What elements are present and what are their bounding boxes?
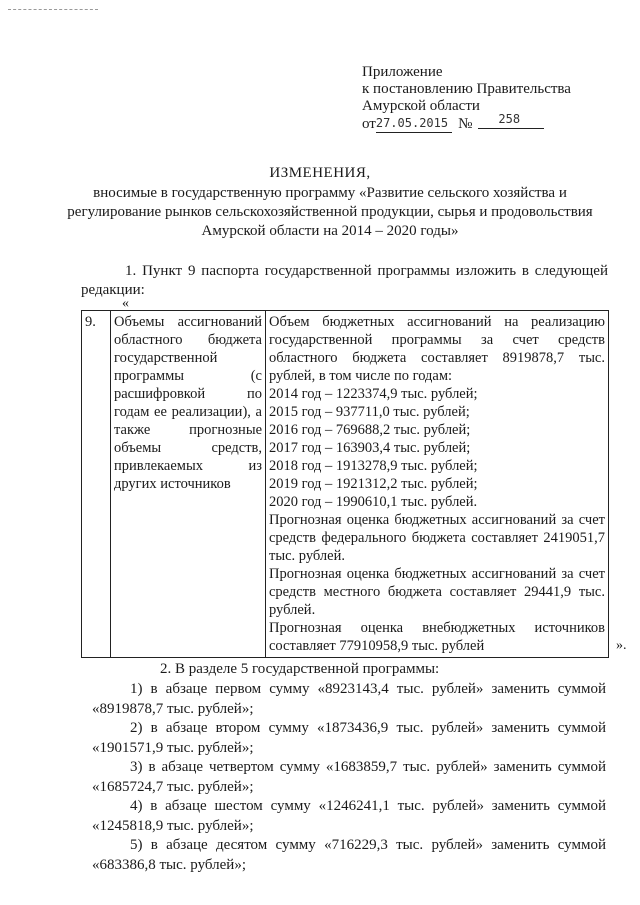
list-item: 2) в абзаце втором сумму «1873436,9 тыс. рублей» заменить суммой «1901571,9 тыс. рублей»;	[92, 720, 606, 756]
year-line: 2015 год – 937711,0 тыс. рублей;	[269, 404, 470, 420]
document-subtitle: вносимые в государственную программу «Развитие сельского хозяйства и регулирование рынков сельскохозяйственной продукции, сырья и продовольствия Амурской области на 2014 – 2020 годы»	[67, 185, 593, 239]
year-line: 2017 год – 163903,4 тыс. рублей;	[269, 440, 471, 456]
decree-date: 27.05.2015	[376, 115, 452, 133]
year-line: 2014 год – 1223374,9 тыс. рублей;	[269, 386, 478, 402]
document-title: ИЗМЕНЕНИЯ,	[269, 165, 371, 181]
list-item: 5) в абзаце десятом сумму «716229,3 тыс. рублей» заменить суммой «683386,8 тыс. рублей»;	[92, 837, 606, 873]
amendments-list	[92, 680, 606, 875]
year-line: 2016 год – 769688,2 тыс. рублей;	[269, 422, 471, 438]
year-line: 2018 год – 1913278,9 тыс. рублей;	[269, 458, 478, 474]
appendix-line-2: к постановлению Правительства	[362, 81, 571, 97]
number-prefix: №	[458, 116, 473, 132]
passport-table	[81, 310, 609, 658]
appendix-block	[362, 64, 571, 133]
intro-paragraph: 1. Пункт 9 паспорта государственной программы изложить в следующей редакции:	[81, 263, 608, 298]
list-item: 3) в абзаце четвертом сумму «1683859,7 тыс. рублей» заменить суммой «1685724,7 тыс. рублей»;	[92, 759, 606, 795]
list-item: 1) в абзаце первом сумму «8923143,4 тыс. рублей» заменить суммой «8919878,7 тыс. рублей»;	[92, 681, 606, 717]
year-line: 2019 год – 1921312,2 тыс. рублей;	[269, 476, 478, 492]
federal-estimate: Прогнозная оценка бюджетных ассигнований за счет средств федерального бюджета составляет 2419051,7 тыс. рублей.	[269, 512, 605, 564]
extrabudget-estimate: Прогнозная оценка внебюджетных источников составляет 77910958,9 тыс. рублей	[269, 620, 605, 654]
budget-intro: Объем бюджетных ассигнований на реализацию государственной программы за счет средств областного бюджета составляет 8919878,7 тыс. рублей, в том числе по годам:	[269, 314, 605, 384]
decree-number: 258	[478, 111, 544, 129]
date-prefix: от	[362, 116, 376, 132]
quote-open: «	[122, 296, 129, 311]
quote-close: ».	[616, 638, 627, 653]
row-number: 9.	[82, 311, 111, 658]
table-row	[82, 311, 609, 658]
appendix-date-line	[362, 112, 571, 133]
list-item: 4) в абзаце шестом сумму «1246241,1 тыс. рублей» заменить суммой «1245818,9 тыс. рублей»;	[92, 798, 606, 834]
row-content	[266, 311, 609, 658]
year-line: 2020 год – 1990610,1 тыс. рублей.	[269, 494, 478, 510]
scan-mark	[8, 9, 98, 11]
appendix-line-1: Приложение	[362, 64, 443, 80]
row-label: Объемы ассигнований областного бюджета государственной программы (с расшифровкой по годам ее реализации), а также прогнозные объемы средств, привлекаемых из других источников	[111, 311, 266, 658]
section2-heading: 2. В разделе 5 государственной программы:	[160, 661, 440, 677]
local-estimate: Прогнозная оценка бюджетных ассигнований за счет средств местного бюджета составляет 29441,9 тыс. рублей.	[269, 566, 605, 618]
appendix-line-3: Амурской области	[362, 98, 480, 114]
